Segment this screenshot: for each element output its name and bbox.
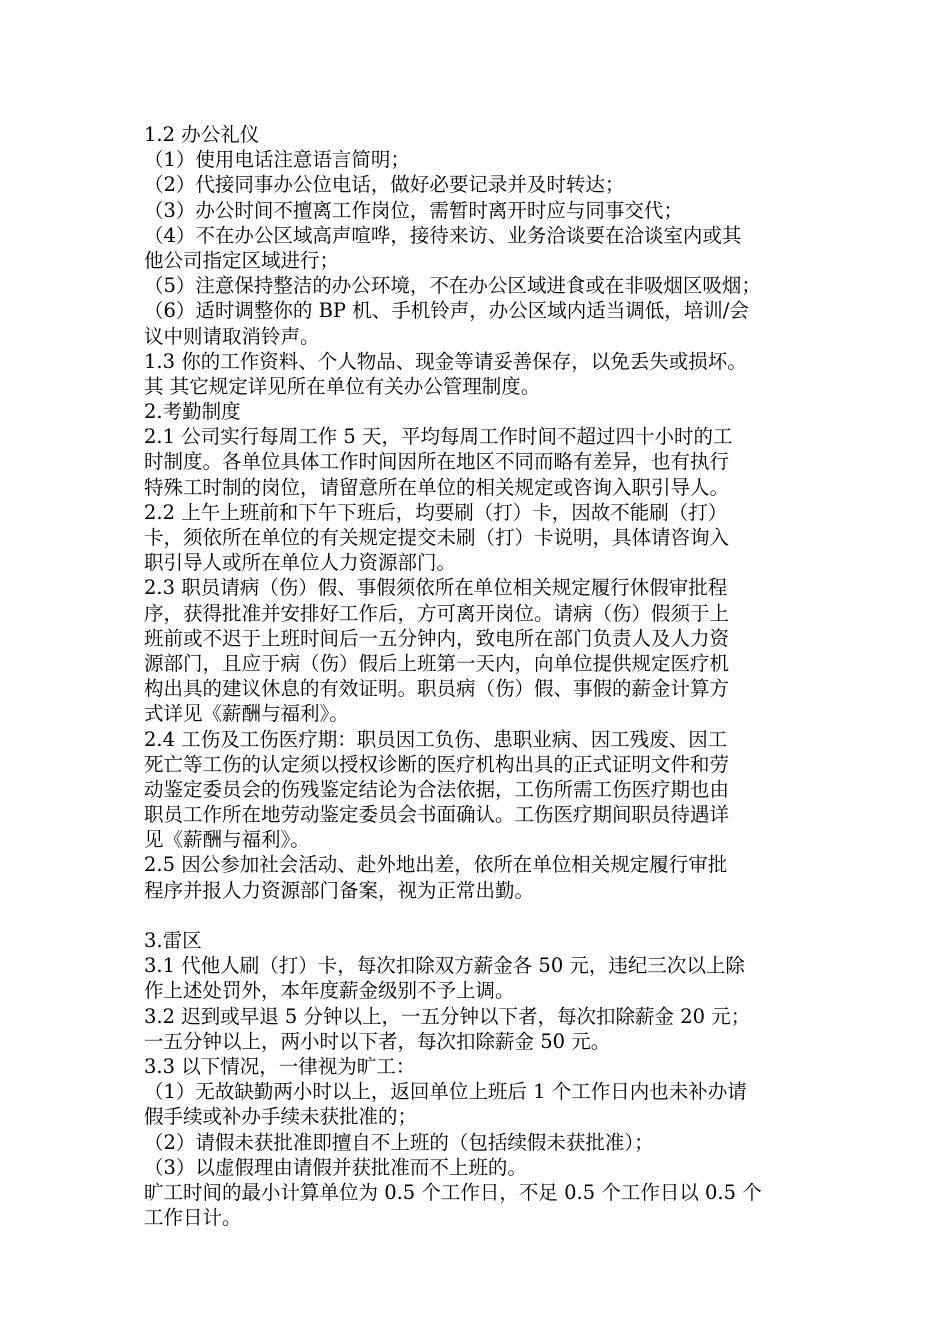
text-line: 一五分钟以上，两小时以下者，每次扣除薪金 50 元。	[144, 1029, 611, 1053]
text-line: （5）注意保持整洁的办公环境，不在办公区域进食或在非吸烟区吸烟；	[144, 274, 761, 298]
text-line: （2）代接同事办公位电话，做好必要记录并及时转达；	[144, 173, 625, 197]
text-line: 他公司指定区域进行；	[144, 248, 340, 272]
text-line: 时制度。各单位具体工作时间因所在地区不同而略有差异，也有执行	[144, 450, 730, 474]
text-line: 其 其它规定详见所在单位有关办公管理制度。	[144, 374, 541, 398]
text-line: 议中则请取消铃声。	[144, 324, 320, 348]
text-line: 2.5 因公参加社会活动、赴外地出差，依所在单位相关规定履行审批	[144, 853, 728, 877]
text-line: 2.4 工伤及工伤医疗期：职员因工负伤、患职业病、因工残废、因工	[144, 727, 728, 751]
text-line: 式详见《薪酬与福利》。	[144, 702, 349, 726]
text-line: 职引导人或所在单位人力资源部门。	[144, 551, 457, 575]
text-line: 构出具的建议休息的有效证明。职员病（伤）假、事假的薪金计算方	[144, 677, 730, 701]
text-line: 见《薪酬与福利》。	[144, 828, 310, 852]
text-line: （3）办公时间不擅离工作岗位，需暂时离开时应与同事交代；	[144, 198, 683, 222]
text-line: 1.3 你的工作资料、个人物品、现金等请妥善保存，以免丢失或损坏。	[144, 349, 747, 373]
text-line: 序，获得批准并安排好工作后，方可离开岗位。请病（伤）假须于上	[144, 601, 730, 625]
text-line: 2.3 职员请病（伤）假、事假须依所在单位相关规定履行休假审批程	[144, 576, 728, 600]
text-line: 特殊工时制的岗位，请留意所在单位的相关规定或咨询入职引导人。	[144, 475, 730, 499]
text-line: 卡，须依所在单位的有关规定提交未刷（打）卡说明，具体请咨询入	[144, 526, 730, 549]
text-line: 死亡等工伤的认定须以授权诊断的医疗机构出具的正式证明文件和劳	[144, 752, 730, 776]
text-line: （3）以虚假理由请假并获批准而不上班的。	[144, 1155, 527, 1179]
text-line: （6）适时调整你的 BP 机、手机铃声，办公区域内适当调低，培训/会	[144, 299, 749, 323]
text-line: （4）不在办公区域高声喧哗，接待来访、业务洽谈要在洽谈室内或其	[144, 223, 742, 247]
text-line: 3.3 以下情况，一律视为旷工：	[144, 1054, 416, 1078]
text-line: 源部门，且应于病（伤）假后上班第一天内，向单位提供规定医疗机	[144, 651, 730, 675]
text-line: 3.2 迟到或早退 5 分钟以上，一五分钟以下者，每次扣除薪金 20 元；	[144, 1004, 751, 1028]
text-line: 作上述处罚外，本年度薪金级别不予上调。	[144, 979, 515, 1003]
text-line: 2.2 上午上班前和下午下班后，均要刷（打）卡，因故不能刷（打）	[144, 500, 728, 524]
text-line: 动鉴定委员会的伤残鉴定结论为合法依据，工伤所需工伤医疗期也由	[144, 777, 730, 801]
text-line: 假手续或补办手续未获批准的；	[144, 1105, 418, 1129]
text-line: 1.2 办公礼仪	[144, 123, 260, 146]
text-line: 职员工作所在地劳动鉴定委员会书面确认。工伤医疗期间职员待遇详	[144, 803, 730, 827]
text-line: （1）使用电话注意语言简明；	[144, 148, 410, 172]
text-line: 3.1 代他人刷（打）卡，每次扣除双方薪金各 50 元，违纪三次以上除	[144, 954, 745, 978]
text-line: 旷工时间的最小计算单位为 0.5 个工作日，不足 0.5 个工作日以 0.5 个	[144, 1180, 762, 1204]
text-line: 2.1 公司实行每周工作 5 天，平均每周工作时间不超过四十小时的工	[144, 425, 733, 449]
document-body	[144, 122, 814, 1230]
text-line: 2.考勤制度	[144, 400, 241, 424]
text-line: 班前或不迟于上班时间后一五分钟内，致电所在部门负责人及人力资	[144, 626, 730, 650]
blank-line	[144, 903, 814, 928]
text-line: （1）无故缺勤两小时以上，返回单位上班后 1 个工作日内也未补办请	[144, 1080, 747, 1104]
text-line: （2）请假未获批准即擅自不上班的（包括续假未获批准）；	[144, 1130, 654, 1154]
text-line: 工作日计。	[144, 1206, 242, 1230]
text-line: 3.雷区	[144, 929, 202, 952]
text-line: 程序并报人力资源部门备案，视为正常出勤。	[144, 878, 535, 902]
